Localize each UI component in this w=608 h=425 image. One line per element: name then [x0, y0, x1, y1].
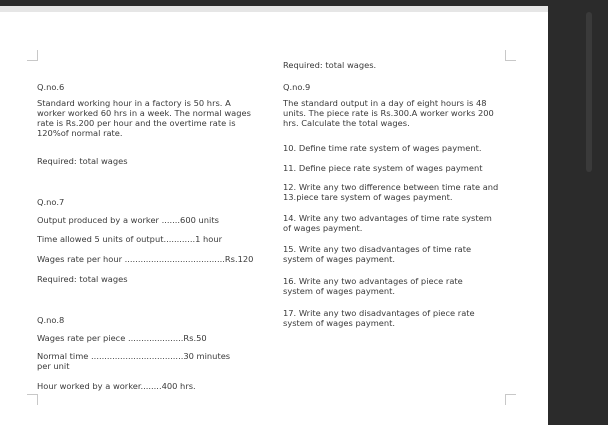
corner-mark-top-left: [27, 50, 38, 61]
document-page: [0, 6, 548, 425]
viewer-scrollbar-track[interactable]: [552, 0, 608, 425]
q7-output: Output produced by a worker .......600 units: [37, 215, 219, 225]
q7-required: Required: total wages: [37, 274, 128, 284]
q9-heading: Q.no.9: [283, 82, 311, 92]
viewer-scrollbar-thumb[interactable]: [586, 12, 592, 172]
question-14: 14. Write any two advantages of time rate system of wages payment.: [283, 213, 492, 233]
q6-heading: Q.no.6: [37, 82, 65, 92]
question-15: 15. Write any two disadvantages of time rate system of wages payment.: [283, 244, 472, 264]
q8-normal-time: Normal time ...................................30 minutes: [37, 351, 231, 361]
q6-body: Standard working hour in a factory is 50 hrs. A worker worked 60 hrs in a week. The normal wages rate is Rs.200 per hour and the overtime rate is 120%of normal rate.: [37, 98, 251, 138]
required-total-wages: Required: total wages.: [283, 60, 377, 70]
question-11: 11. Define piece rate system of wages payment: [283, 163, 483, 173]
question-10: 10. Define time rate system of wages payment.: [283, 143, 482, 153]
q8-per-unit: per unit: [37, 361, 70, 371]
question-12: 12. Write any two difference between time rate and 13.piece tare system of wages payment.: [283, 182, 499, 202]
q8-heading: Q.no.8: [37, 315, 65, 325]
corner-mark-bottom-right: [505, 394, 516, 405]
q7-heading: Q.no.7: [37, 197, 65, 207]
corner-mark-bottom-left: [27, 394, 38, 405]
q6-required: Required: total wages: [37, 156, 128, 166]
q8-wage-rate: Wages rate per piece .....................Rs.50: [37, 333, 207, 343]
q9-body: The standard output in a day of eight hours is 48 units. The piece rate is Rs.300.A worker works 200 hrs. Calculate the total wages.: [283, 98, 494, 128]
q7-time-allowed: Time allowed 5 units of output............1 hour: [37, 234, 223, 244]
question-17: 17. Write any two disadvantages of piece rate system of wages payment.: [283, 308, 475, 328]
page-top-edge: [0, 6, 548, 12]
question-16: 16. Write any two advantages of piece rate system of wages payment.: [283, 276, 463, 296]
corner-mark-top-right: [505, 50, 516, 61]
q8-hours-worked: Hour worked by a worker........400 hrs.: [37, 381, 196, 391]
q7-wage-rate: Wages rate per hour ......................................Rs.120: [37, 254, 254, 264]
